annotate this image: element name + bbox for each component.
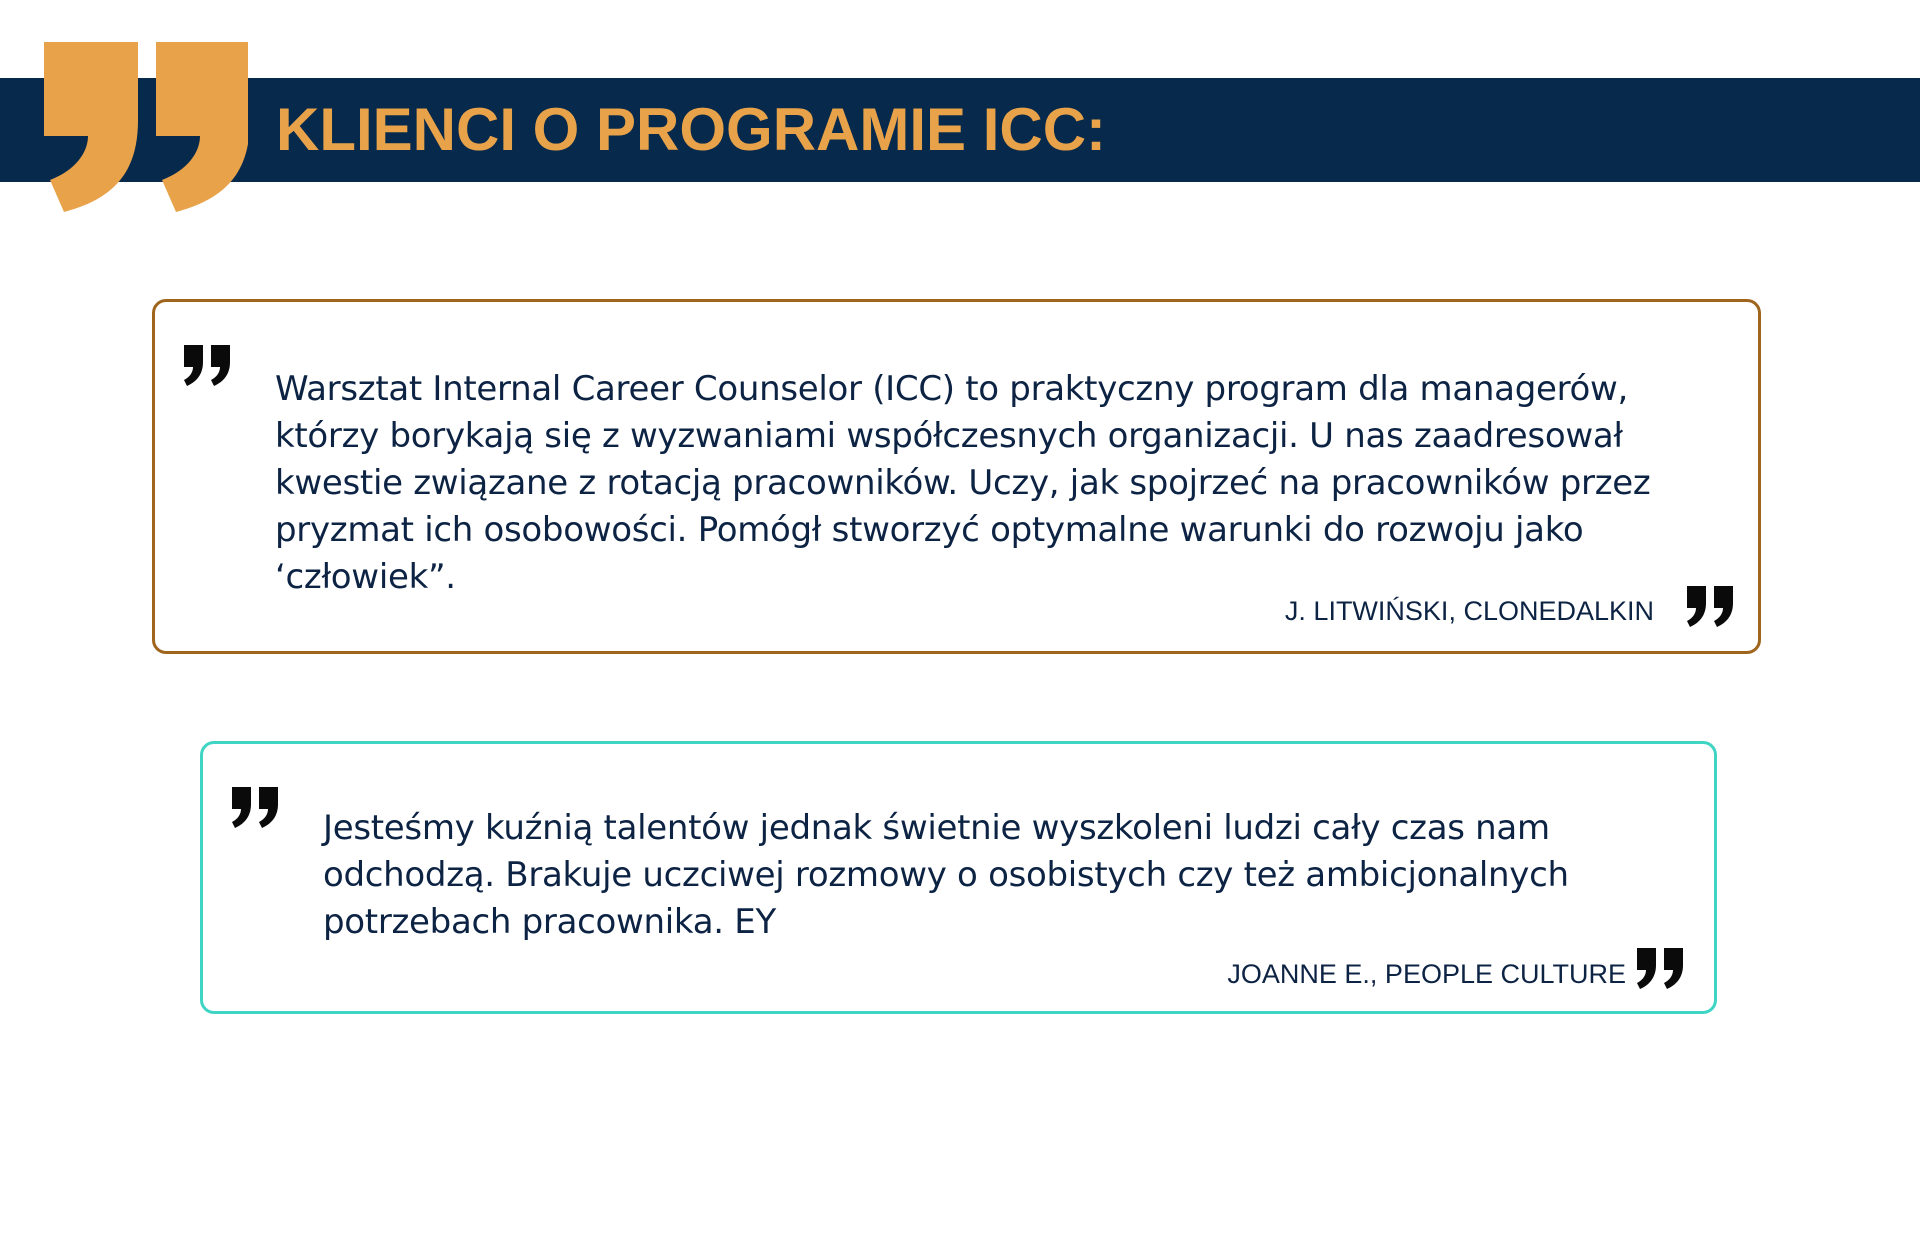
testimonial-text: Jesteśmy kuźnią talentów jednak świetnie wyszkoleni ludzi cały czas nam odchodzą. Brakuje uczciwej rozmowy o osobistych czy też ambicjonalnych potrzebach pracownika. EY xyxy=(323,808,1569,942)
quote-close-icon xyxy=(1686,586,1736,628)
quote-close-icon xyxy=(1636,948,1686,990)
testimonial-text: Warsztat Internal Career Counselor (ICC) to praktyczny program dla managerów, którzy borykają się z wyzwaniami współczesnych organizacji. U nas zaadresował kwestie związane z rotacją pracowników. Uczy, jak spojrzeć na pracowników przez pryzmat ich osobowości. Pomógł stworzyć optymalne warunki do rozwoju jako ‘człowiek”. xyxy=(275,369,1651,597)
testimonial-card xyxy=(200,741,1717,1014)
page-title: KLIENCI O PROGRAMIE ICC: xyxy=(276,96,1107,163)
testimonial-author: J. LITWIŃSKI, CLONEDALKIN xyxy=(1284,596,1654,626)
closing-quote-icon xyxy=(38,40,248,212)
quote-open-icon xyxy=(183,345,233,387)
quote-open-icon xyxy=(231,787,281,829)
testimonial-card xyxy=(152,299,1761,654)
testimonial-author: JOANNE E., PEOPLE CULTURE xyxy=(1227,959,1626,989)
